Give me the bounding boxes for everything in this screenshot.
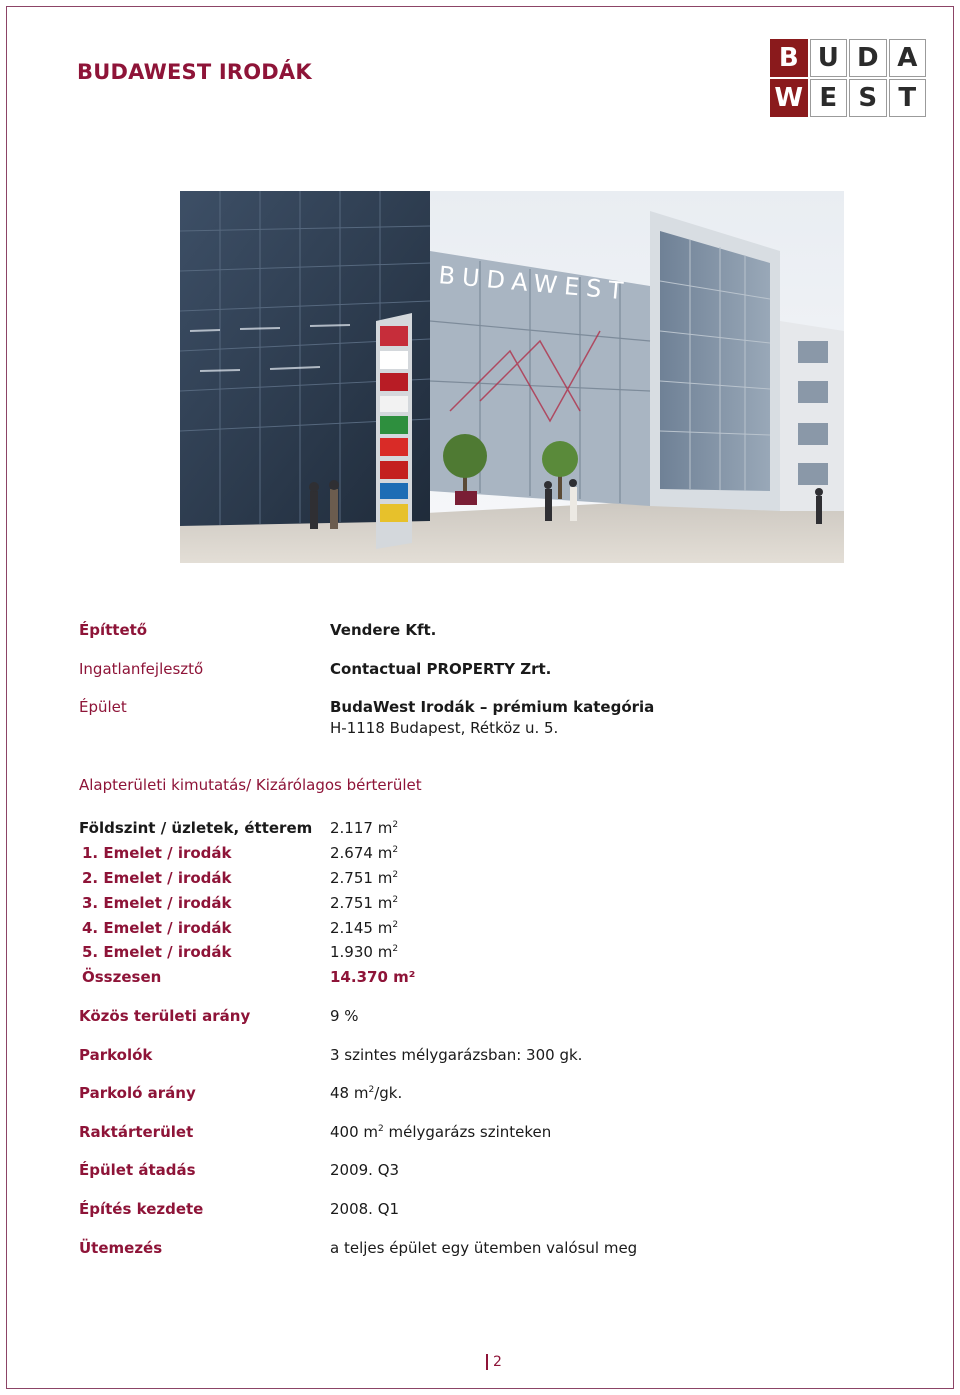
page-number: 2 [486, 1354, 503, 1370]
area-number: 1.930 [330, 943, 373, 961]
area-unit-sup: 2 [392, 920, 399, 930]
storage-suffix: mélygarázs szinteken [383, 1123, 552, 1141]
building-label: Épület [79, 698, 127, 716]
logo-letter: T [889, 79, 927, 117]
area-unit-sup: 2 [392, 845, 399, 855]
area-number: 2.751 [330, 869, 373, 887]
parking-ratio-suffix: /gk. [374, 1084, 403, 1102]
area-section-title: Alapterületi kimutatás/ Kizárólagos bérterület [79, 776, 422, 794]
area-unit-sup: 2 [392, 870, 399, 880]
logo-letter: B [770, 39, 808, 77]
area-total-row [79, 968, 499, 990]
area-unit: m [377, 943, 393, 961]
storage-number: 400 m [330, 1123, 379, 1141]
area-total-label: Összesen [82, 968, 162, 986]
building-address: H-1118 Budapest, Rétköz u. 5. [330, 719, 559, 737]
area-row [79, 819, 499, 841]
area-unit: m [377, 894, 393, 912]
storage-label: Raktárterület [79, 1123, 194, 1141]
area-unit: m [377, 844, 393, 862]
logo-letter: S [849, 79, 887, 117]
storage-sup: 2 [378, 1124, 384, 1134]
handover-value: 2009. Q3 [330, 1161, 400, 1179]
building-value: BudaWest Irodák – prémium kategória [330, 698, 655, 716]
page-title: BUDAWEST IRODÁK [77, 60, 312, 84]
parking-ratio-label: Parkoló arány [79, 1084, 196, 1102]
builder-value: Vendere Kft. [330, 621, 437, 639]
common-area-label: Közös területi arány [79, 1007, 251, 1025]
area-unit-sup: 2 [392, 944, 399, 954]
area-row-label: 2. Emelet / irodák [82, 869, 232, 887]
logo-letter: U [810, 39, 848, 77]
storage-value [330, 1123, 551, 1141]
area-row-value [330, 869, 398, 887]
area-row-value [330, 894, 398, 912]
area-number: 2.751 [330, 894, 373, 912]
area-row-label: 3. Emelet / irodák [82, 894, 232, 912]
construction-start-value: 2008. Q1 [330, 1200, 400, 1218]
area-number: 2.145 [330, 919, 373, 937]
area-row [79, 919, 499, 941]
area-unit-sup: 2 [392, 895, 399, 905]
logo-letter: E [810, 79, 848, 117]
logo-letter: D [849, 39, 887, 77]
handover-label: Épület átadás [79, 1161, 196, 1179]
building-rendering [180, 191, 844, 563]
area-row-label: 4. Emelet / irodák [82, 919, 232, 937]
area-total-value: 14.370 m² [330, 968, 416, 986]
budawest-logo [770, 39, 926, 117]
builder-label: Építtető [79, 621, 148, 639]
area-number: 2.674 [330, 844, 373, 862]
parking-ratio-value [330, 1084, 402, 1102]
parking-ratio-number: 48 m [330, 1084, 369, 1102]
schedule-value: a teljes épület egy ütemben valósul meg [330, 1239, 638, 1257]
area-row [79, 869, 499, 891]
area-row [79, 894, 499, 916]
building-rendering-svg [180, 191, 844, 563]
developer-label: Ingatlanfejlesztő [79, 660, 204, 678]
schedule-label: Ütemezés [79, 1239, 163, 1257]
parking-value: 3 szintes mélygarázsban: 300 gk. [330, 1046, 583, 1064]
area-row-label: Földszint / üzletek, étterem [79, 819, 313, 837]
parking-label: Parkolók [79, 1046, 153, 1064]
area-row [79, 844, 499, 866]
developer-value: Contactual PROPERTY Zrt. [330, 660, 552, 678]
common-area-value: 9 % [330, 1007, 359, 1025]
area-row-value [330, 943, 398, 961]
area-unit: m [377, 869, 393, 887]
area-row-value [330, 919, 398, 937]
logo-letter: W [770, 79, 808, 117]
construction-start-label: Építés kezdete [79, 1200, 204, 1218]
area-unit: m [377, 819, 393, 837]
parking-ratio-sup: 2 [368, 1085, 375, 1095]
area-row-value [330, 819, 398, 837]
area-number: 2.117 [330, 819, 373, 837]
logo-letter: A [889, 39, 927, 77]
area-row [79, 943, 499, 965]
area-row-label: 1. Emelet / irodák [82, 844, 232, 862]
facade-sign-text: BUDAWEST [437, 261, 632, 306]
area-unit-sup: 2 [392, 820, 399, 830]
area-row-label: 5. Emelet / irodák [82, 943, 232, 961]
area-unit: m [377, 919, 393, 937]
area-row-value [330, 844, 398, 862]
